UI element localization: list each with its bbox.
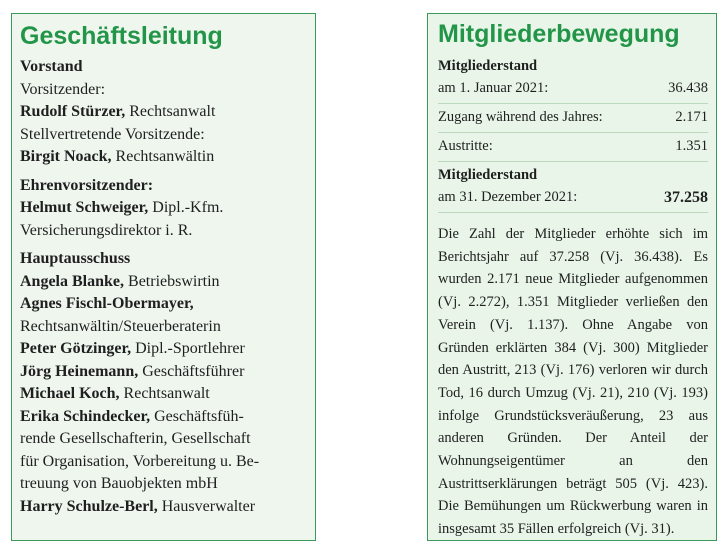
management-title: Geschäftsleitung	[20, 22, 223, 50]
start-value: 36.438	[668, 80, 708, 96]
member-role: Rechtsanwalt	[123, 385, 210, 402]
honorary-entry	[20, 197, 312, 220]
deputy-name: Birgit Noack,	[20, 148, 112, 165]
member-name: Angela Blanke,	[20, 272, 125, 290]
membership-title: Mitgliederbewegung	[438, 20, 680, 48]
member-role: rende Gesellschafterin, Gesellschaft	[20, 430, 251, 447]
member-name: Harry Schulze-Berl,	[20, 497, 158, 515]
honorary-role-2: Versicherungsdirektor i. R.	[20, 221, 193, 239]
chair-name: Rudolf Stürzer,	[20, 103, 126, 120]
chair-entry	[20, 101, 312, 124]
committee-member	[20, 406, 312, 429]
deputy-entry	[20, 146, 312, 169]
membership-stats	[438, 55, 708, 541]
member-role: treuung von Bauobjekten mbH	[20, 475, 218, 492]
austritte-row	[438, 135, 708, 158]
management-box	[11, 13, 316, 541]
summary-paragraph: Die Zahl der Mitglieder erhöhte sich im Berichtsjahr auf 37.258 (Vj. 36.438). Es wurden 2.171 neue Mitglieder aufgenommen (Vj. 2.272), 1.351 Mitglieder verließen den Verein (Vj. 1.137). Ohne Angabe von Gründen erklärten 384 (Vj. 300) Mitglieder den Austritt, 213 (Vj. 176) verloren wir durch Tod, 16 durch Umzug (Vj. 21), 210 (Vj. 193) infolge Grundstücksveräußerung, 23 aus anderen Gründen. Der Anteil der Wohnungseigentümer an den Austrittserklärungen beträgt 505 (Vj. 423). Die Bemühungen um Rückwerbung waren in insgesamt 35 Fällen erfolgreich (Vj. 31).	[438, 226, 708, 538]
honorary-role: Dipl.-Kfm.	[152, 199, 224, 216]
member-name: Peter Götzinger,	[20, 340, 132, 357]
honorary-heading: Ehrenvorsitzender:	[20, 176, 154, 194]
zugang-row	[438, 106, 708, 129]
end-date-label: am 31. Dezember 2021:	[438, 189, 578, 205]
membership-box	[427, 13, 717, 541]
zugang-label: Zugang während des Jahres:	[438, 109, 603, 125]
austritte-label: Austritte:	[438, 138, 493, 154]
committee-member	[20, 316, 312, 339]
committee-member	[20, 451, 312, 474]
start-date-label: am 1. Januar 2021:	[438, 80, 549, 96]
committee-heading: Hauptausschuss	[20, 250, 131, 267]
member-role: Betriebswirtin	[128, 272, 220, 290]
chair-label: Vorsitzender:	[20, 80, 106, 98]
member-role: Geschäftsfüh-	[154, 407, 244, 425]
committee-members	[20, 271, 312, 519]
member-name: Erika Schindecker,	[20, 407, 151, 425]
austritte-value: 1.351	[675, 138, 708, 154]
member-role: Rechtsanwältin/Steuerberaterin	[20, 317, 221, 335]
end-row	[438, 186, 708, 209]
honorary-name: Helmut Schweiger,	[20, 199, 149, 216]
start-label: Mitgliederstand	[438, 58, 538, 74]
committee-member	[20, 293, 312, 316]
management-list	[20, 56, 312, 518]
end-label: Mitgliederstand	[438, 167, 538, 183]
member-role: für Organisation, Vorbereitung u. Be-	[20, 452, 260, 470]
member-name: Jörg Heinemann,	[20, 362, 139, 380]
committee-member	[20, 473, 312, 496]
member-name: Agnes Fischl-Obermayer,	[20, 295, 194, 312]
committee-member	[20, 338, 312, 361]
member-role: Dipl.-Sportlehrer	[135, 340, 245, 357]
zugang-value: 2.171	[675, 109, 708, 125]
member-role: Hausverwalter	[161, 497, 256, 515]
end-value: 37.258	[664, 189, 708, 206]
committee-member	[20, 496, 312, 519]
member-role: Geschäftsführer	[142, 362, 245, 380]
deputy-role: Rechtsanwältin	[115, 148, 215, 165]
member-name: Michael Koch,	[20, 385, 120, 402]
start-row	[438, 77, 708, 100]
committee-member	[20, 271, 312, 294]
committee-member	[20, 383, 312, 406]
board-heading: Vorstand	[20, 58, 83, 75]
deputy-label: Stellvertretende Vorsitzende:	[20, 125, 205, 143]
committee-member	[20, 361, 312, 384]
committee-member	[20, 428, 312, 451]
chair-role: Rechtsanwalt	[129, 103, 216, 120]
